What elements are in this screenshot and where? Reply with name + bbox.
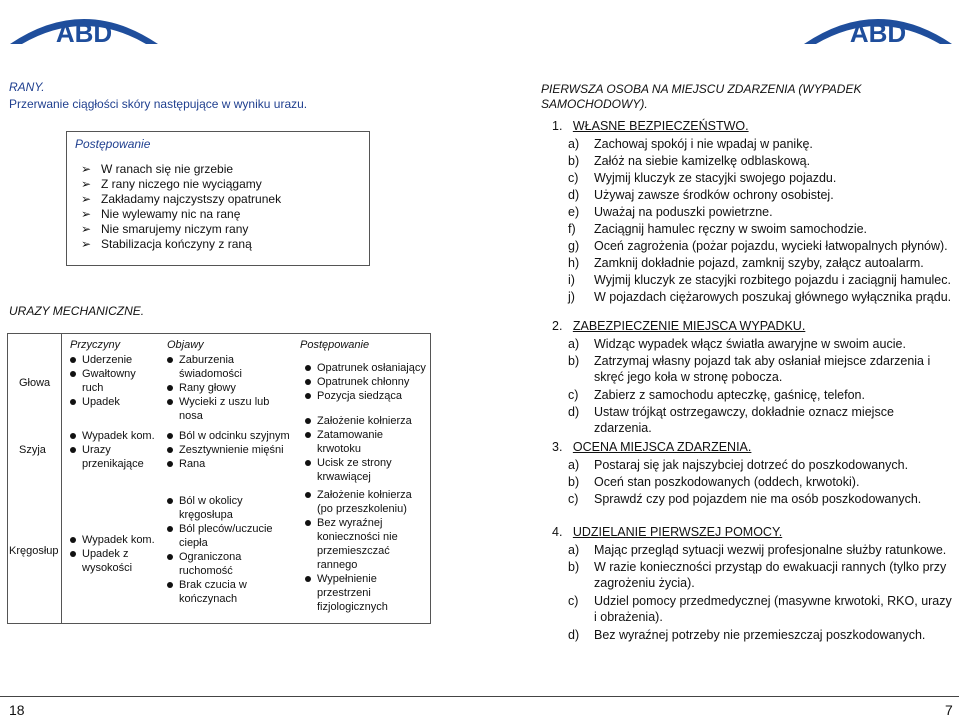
list-item: Bez wyraźnej konieczności nie przemieszczać rannego	[303, 516, 405, 572]
item-letter: e)	[568, 205, 580, 219]
table-divider	[61, 333, 62, 624]
list-item: Założenie kołnierza	[303, 414, 413, 428]
item-text: Zachowaj spokój i nie wpadaj w panikę.	[594, 137, 813, 151]
item-text: Zamknij dokładnie pojazd, zamknij szyby, załącz autoalarm.	[594, 256, 924, 270]
szyja-przyczyny	[68, 429, 158, 471]
list-item: Gwałtowny ruch	[68, 367, 138, 395]
logo-text: ABD	[55, 18, 113, 48]
section-title: ZABEZPIECZENIE MIEJSCA WYPADKU.	[572, 319, 806, 333]
item-text: Uważaj na poduszki powietrzne.	[594, 205, 773, 219]
item-text: Wyjmij kluczyk ze stacyjki swojego pojazdu.	[594, 171, 837, 185]
header-przyczyny: Przyczyny	[70, 339, 121, 351]
abd-logo-right	[800, 4, 955, 48]
item-letter: h)	[568, 256, 580, 270]
item-letter: d)	[568, 188, 580, 202]
szyja-objawy	[165, 429, 300, 471]
rany-title: RANY.	[9, 80, 45, 94]
list-item: Ucisk ze strony krwawiącej	[303, 456, 393, 484]
item-text: Postaraj się jak najszybciej dotrzeć do poszkodowanych.	[594, 458, 909, 472]
list-item: Ból w odcinku szyjnym	[165, 429, 300, 443]
list-item: Pozycja siedząca	[303, 389, 428, 403]
section-title: OCENA MIEJSCA ZDARZENIA.	[572, 440, 752, 454]
glowa-postepowanie	[303, 361, 428, 403]
item-letter: b)	[568, 560, 580, 574]
item-text: Widząc wypadek włącz światła awaryjne w swoim aucie.	[594, 337, 906, 351]
szyja-postepowanie	[303, 414, 413, 484]
item-letter: f)	[568, 222, 576, 236]
section-4-heading	[552, 524, 782, 540]
logo-text: ABD	[849, 18, 907, 48]
postepowanie-title: Postępowanie	[75, 137, 151, 151]
item-letter: b)	[568, 354, 580, 368]
item-letter: c)	[568, 171, 579, 185]
list-item: ➢ Nie smarujemy niczym rany	[81, 222, 281, 237]
kregoslup-objawy	[165, 494, 285, 606]
list-item: ➢ W ranach się nie grzebie	[81, 162, 281, 177]
row-label-kregoslup: Kręgosłup	[9, 545, 59, 557]
item-text: Wyjmij kluczyk ze stacyjki rozbitego pojazdu i zaciągnij hamulec.	[594, 273, 951, 287]
list-item: Rana	[165, 457, 300, 471]
item-text: Udziel pomocy przedmedycznej (masywne krwotoki, RKO, urazy i obrażenia).	[594, 594, 952, 624]
list-item: Wycieki z uszu lub nosa	[165, 395, 295, 423]
list-item: ➢ Stabilizacja kończyny z raną	[81, 237, 281, 252]
page-number-right: 7	[945, 702, 953, 718]
row-label-szyja: Szyja	[19, 444, 46, 456]
list-item: Ograniczona ruchomość	[165, 550, 259, 578]
item-letter: c)	[568, 594, 579, 608]
item-text: Zatrzymaj własny pojazd tak aby osłaniał miejsce zdarzenia i skręć jego koła w stronę pobocza.	[594, 354, 931, 384]
item-text: Używaj zawsze środków ochrony osobistej.	[594, 188, 834, 202]
header-objawy: Objawy	[167, 339, 204, 351]
section-1-heading	[552, 118, 749, 134]
item-letter: d)	[568, 628, 580, 642]
list-item: Brak czucia w kończynach	[165, 578, 259, 606]
section-3-heading	[552, 439, 751, 455]
item-text: Oceń stan poszkodowanych (oddech, krwotoki).	[594, 475, 860, 489]
item-text: Bez wyraźnej potrzeby nie przemieszczaj poszkodowanych.	[594, 628, 926, 642]
item-text: Zaciągnij hamulec ręczny w swoim samochodzie.	[594, 222, 868, 236]
kregoslup-przyczyny	[68, 533, 158, 575]
item-text: Mając przegląd sytuacji wezwij profesjonalne służby ratunkowe.	[594, 543, 947, 557]
list-item: ➢ Zakładamy najczystszy opatrunek	[81, 192, 281, 207]
item-letter: i)	[568, 273, 575, 287]
glowa-objawy	[165, 353, 295, 423]
section-number: 2.	[552, 319, 563, 333]
item-letter: d)	[568, 405, 580, 419]
list-item: Ból pleców/uczucie ciepła	[165, 522, 279, 550]
abd-logo-left	[6, 4, 161, 48]
list-item: Upadek z wysokości	[68, 547, 142, 575]
item-letter: b)	[568, 475, 580, 489]
list-item: Wypełnienie przestrzeni fizjologicznych	[303, 572, 403, 614]
item-letter: a)	[568, 137, 580, 151]
item-letter: a)	[568, 543, 580, 557]
section-number: 3.	[552, 440, 563, 454]
header-postepowanie: Postępowanie	[300, 339, 370, 351]
item-letter: a)	[568, 337, 580, 351]
list-item: Ból w okolicy kręgosłupa	[165, 494, 259, 522]
list-item: ➢ Nie wylewamy nic na ranę	[81, 207, 281, 222]
list-item: Urazy przenikające	[68, 443, 150, 471]
footer-rule	[0, 696, 959, 697]
list-item: Opatrunek osłaniający	[303, 361, 428, 375]
list-item: Wypadek kom.	[68, 429, 158, 443]
item-text: Oceń zagrożenia (pożar pojazdu, wycieki łatwopalnych płynów).	[594, 239, 948, 253]
item-letter: j)	[568, 290, 575, 304]
item-text: Ustaw trójkąt ostrzegawczy, dokładnie oznacz miejsce zdarzenia.	[594, 405, 894, 435]
list-item: Zaburzenia świadomości	[165, 353, 263, 381]
section-number: 4.	[552, 525, 563, 539]
right-title: PIERWSZA OSOBA NA MIEJSCU ZDARZENIA (WYPADEK SAMOCHODOWY).	[541, 82, 862, 111]
rany-description: Przerwanie ciągłości skóry następujące w wyniku urazu.	[9, 97, 308, 111]
list-item: Zesztywnienie mięśni	[165, 443, 300, 457]
postepowanie-list	[81, 162, 281, 252]
item-text: W pojazdach ciężarowych poszukaj głównego wyłącznika prądu.	[594, 290, 952, 304]
urazy-title: URAZY MECHANICZNE.	[9, 304, 145, 318]
list-item: ➢ Z rany niczego nie wyciągamy	[81, 177, 281, 192]
item-text: Zabierz z samochodu apteczkę, gaśnicę, telefon.	[594, 388, 865, 402]
item-text: Sprawdź czy pod pojazdem nie ma osób poszkodowanych.	[594, 492, 922, 506]
section-number: 1.	[552, 119, 563, 133]
glowa-przyczyny	[68, 353, 158, 409]
list-item: Uderzenie	[68, 353, 158, 367]
item-letter: b)	[568, 154, 580, 168]
page-number-left: 18	[9, 702, 25, 718]
list-item: Wypadek kom.	[68, 533, 158, 547]
section-title: WŁASNE BEZPIECZEŃSTWO.	[572, 119, 749, 133]
list-item: Opatrunek chłonny	[303, 375, 428, 389]
item-text: W razie konieczności przystąp do ewakuacji rannych (tylko przy zagrożeniu życia).	[594, 560, 947, 590]
list-item: Zatamowanie krwotoku	[303, 428, 393, 456]
item-letter: c)	[568, 388, 579, 402]
list-item: Założenie kołnierza (po przeszkoleniu)	[303, 488, 413, 516]
postepowanie-box	[66, 131, 370, 266]
row-label-glowa: Głowa	[19, 377, 51, 389]
item-text: Załóż na siebie kamizelkę odblaskową.	[594, 154, 811, 168]
item-letter: g)	[568, 239, 580, 253]
section-2-heading	[552, 318, 805, 334]
list-item: Rany głowy	[165, 381, 295, 395]
list-item: Upadek	[68, 395, 158, 409]
item-letter: c)	[568, 492, 579, 506]
section-title: UDZIELANIE PIERWSZEJ POMOCY.	[572, 525, 783, 539]
item-letter: a)	[568, 458, 580, 472]
kregoslup-postepowanie	[303, 488, 413, 614]
